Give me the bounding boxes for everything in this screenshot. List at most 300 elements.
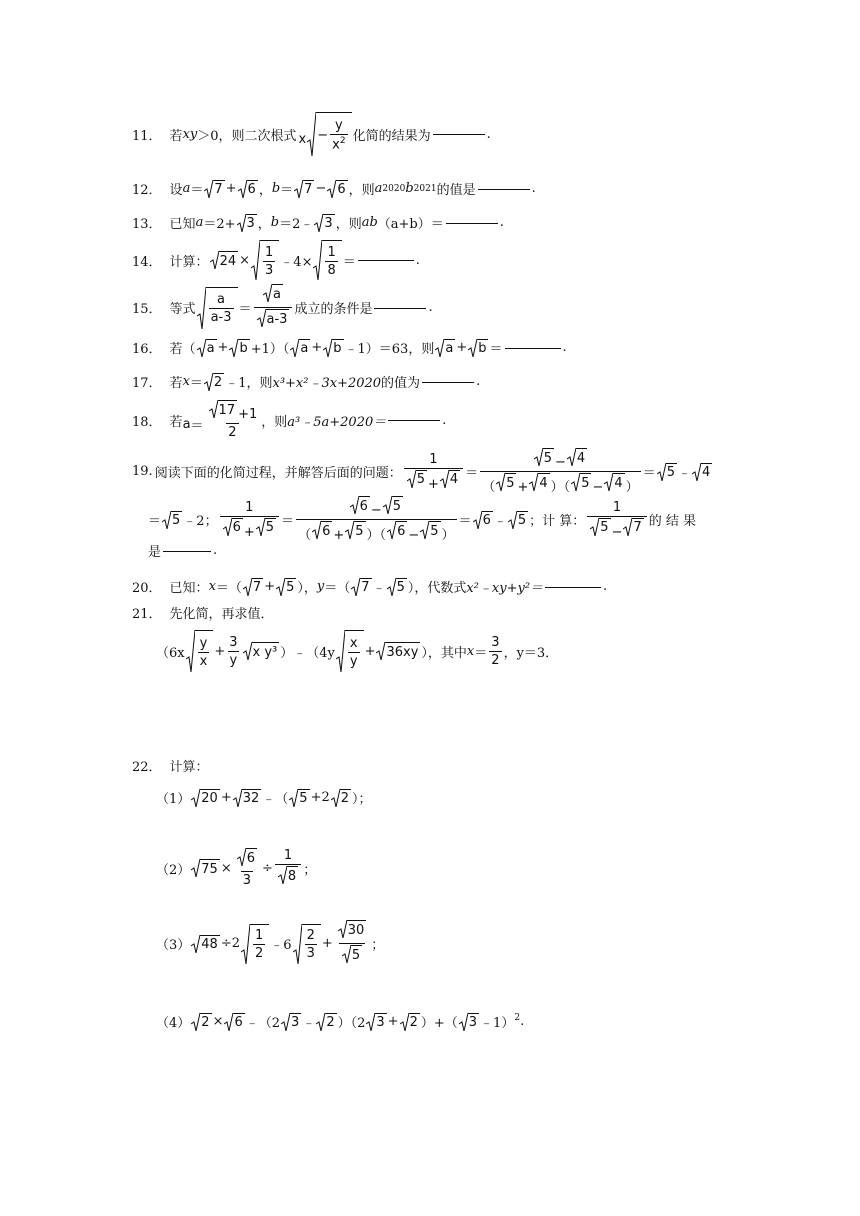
text: 先化简，再求值． — [169, 607, 274, 622]
radicand: 5 — [298, 789, 309, 807]
radicand: 5 — [543, 448, 554, 466]
radical — [331, 789, 351, 807]
text: ﹣1，则 — [225, 376, 273, 391]
numerator: y — [335, 117, 343, 133]
fraction — [348, 636, 360, 669]
radical — [243, 578, 263, 596]
radicand: 2 — [200, 1013, 211, 1031]
question-19-line-2 — [148, 496, 696, 543]
radicand: 5 — [599, 518, 610, 536]
text: . — [562, 340, 567, 355]
question-number: 18． — [132, 414, 162, 430]
denominator: 2 — [255, 946, 264, 961]
radicand: 3 — [375, 1013, 386, 1031]
fraction — [330, 118, 347, 152]
radicand: 20 — [200, 789, 220, 807]
radical — [241, 924, 269, 964]
text: . — [415, 252, 420, 268]
var: xy — [182, 126, 198, 142]
var: y — [316, 579, 325, 594]
text: . — [499, 215, 504, 230]
radical — [237, 214, 257, 232]
denominator: y — [229, 652, 238, 668]
answer-blank[interactable] — [163, 550, 211, 552]
radical — [313, 240, 341, 280]
text: ＝ — [489, 342, 503, 357]
radicand: 5 — [580, 473, 591, 491]
text: ＝2﹣ — [279, 217, 314, 232]
denominator: 3 — [306, 946, 315, 961]
question-number: 21． — [132, 607, 162, 622]
text: + — [387, 1014, 399, 1029]
text: + — [321, 936, 333, 951]
text: . — [603, 579, 608, 594]
radicand: 32 — [242, 789, 262, 807]
fraction: 5 − 4 （ 5 + 4 ）（ 5 − 4 ） — [480, 448, 640, 495]
radicand: 3 — [290, 1013, 301, 1031]
text: + — [311, 340, 323, 355]
fraction — [587, 500, 646, 540]
text: ＝（ — [324, 581, 351, 596]
text: ；计 算： — [529, 514, 586, 529]
part-label: （3） — [156, 938, 191, 953]
text: ﹣ — [677, 466, 691, 481]
text: ＞0，则二次根式 — [197, 128, 297, 144]
radicand: 5 — [429, 521, 440, 539]
text: ﹣2； — [183, 514, 218, 529]
text: ﹣ — [493, 514, 507, 529]
text: + — [264, 579, 276, 594]
text: × — [212, 1014, 224, 1029]
text: ＝ — [189, 376, 203, 391]
radicand: 5 — [505, 473, 516, 491]
question-12 — [132, 179, 536, 198]
fraction — [198, 636, 210, 669]
numerator: 1 — [265, 244, 274, 260]
text: ＝2+ — [203, 217, 236, 232]
text: ＝ — [190, 418, 204, 434]
radicand: 5 — [666, 463, 677, 481]
text: + — [427, 476, 439, 492]
radical — [191, 1013, 211, 1031]
text: . — [531, 181, 536, 196]
var: ab — [361, 215, 378, 230]
radicand: 6 — [233, 1013, 244, 1031]
radical — [508, 511, 528, 529]
numerator: 1 — [255, 928, 264, 943]
radical — [400, 1013, 420, 1031]
radicand: 4 — [538, 473, 549, 491]
radical — [251, 240, 279, 280]
question-11 — [132, 112, 491, 156]
fraction — [209, 292, 234, 325]
radicand: 3 — [323, 214, 334, 232]
radical — [336, 630, 364, 672]
var: a — [182, 181, 191, 196]
fraction — [263, 245, 275, 278]
question-number: 22． — [132, 760, 162, 775]
text: 的值为 — [381, 376, 421, 391]
radicand: 7 — [213, 180, 224, 198]
radicand: 6 — [396, 521, 407, 539]
numerator: y — [199, 635, 208, 651]
numerator: 2 — [306, 928, 315, 943]
text: 是 — [148, 545, 162, 560]
part-label: （4） — [156, 1016, 191, 1031]
radicand: 5 — [171, 511, 182, 529]
text: − — [315, 181, 327, 196]
text: + — [220, 790, 232, 805]
radical — [323, 339, 343, 357]
radicand: 6 — [246, 848, 257, 866]
fraction — [254, 284, 293, 331]
text: ）+（ — [420, 1016, 458, 1031]
question-number: 20． — [132, 581, 162, 596]
radicand: 4 — [613, 473, 624, 491]
question-21 — [132, 603, 274, 622]
question-number: 11． — [132, 128, 162, 144]
question-number: 15． — [132, 302, 162, 317]
text: ﹣ — [372, 581, 386, 596]
part-label: （1） — [156, 792, 191, 807]
radical — [468, 339, 488, 357]
text: × — [239, 252, 251, 268]
text: ﹣（2 — [245, 1016, 281, 1031]
radicand: 2 — [325, 1013, 336, 1031]
fraction — [335, 920, 370, 967]
question-22-part-2 — [156, 848, 316, 888]
question-22 — [132, 756, 209, 775]
radical — [351, 578, 371, 596]
text: ，y＝3． — [503, 645, 559, 661]
fraction — [220, 500, 279, 540]
text: × — [220, 860, 232, 876]
answer-blank[interactable] — [446, 222, 498, 224]
radicand: 2 — [409, 1013, 420, 1031]
question-22-part-3 — [156, 920, 384, 967]
radicand: 7 — [252, 578, 263, 596]
var: b — [271, 181, 281, 196]
radicand: 5 — [354, 521, 365, 539]
text: 化简的结果为 — [352, 128, 431, 144]
answer-blank[interactable] — [478, 188, 530, 190]
radicand: 7 — [303, 180, 314, 198]
question-19-line-1 — [132, 448, 713, 495]
radicand: 24 — [219, 251, 239, 269]
radicand: 75 — [200, 859, 220, 877]
question-21-expression: （6x $\frac{y}{x}$ + $\frac{3}{y}$ x y³ ）﹣（4y $\frac{x}{y}$ + 36xy ），其中 x ＝ $\frac{3}{2}$ ，y＝3． — [156, 630, 558, 672]
question-15 — [132, 284, 433, 331]
answer-blank[interactable] — [388, 419, 440, 421]
text: ﹣（ — [262, 792, 289, 807]
numerator: a — [217, 292, 226, 307]
denominator: x — [332, 137, 340, 153]
radical — [197, 287, 238, 329]
radicand: a — [272, 284, 283, 302]
text: ＝ — [238, 302, 252, 317]
text: （6x — [156, 645, 185, 661]
text: + — [517, 480, 529, 495]
text: ）； — [352, 792, 372, 807]
radicand: 6 — [359, 496, 370, 514]
question-17 — [132, 372, 480, 391]
text: ＝ — [190, 183, 204, 198]
question-number: 14． — [132, 254, 162, 270]
text: 的 结 果 — [648, 514, 697, 529]
fraction — [227, 635, 239, 668]
radicand: 7 — [632, 518, 643, 536]
expression: x²﹣xy+y²＝ — [466, 581, 544, 596]
answer-blank[interactable] — [374, 307, 426, 309]
var: b — [270, 215, 280, 230]
text: . — [213, 543, 218, 558]
question-19-line-3 — [148, 541, 217, 560]
radical — [307, 112, 351, 156]
text: ＝ — [642, 466, 656, 481]
text: + — [217, 340, 229, 355]
radicand: 6 — [321, 521, 332, 539]
text: + — [243, 524, 255, 540]
radicand: 17 — [218, 400, 238, 418]
exponent: 2 — [514, 1012, 521, 1023]
radicand: 5 — [517, 511, 528, 529]
radical — [376, 642, 420, 660]
denominator: 3 — [265, 262, 274, 278]
radicand: 5 — [285, 578, 296, 596]
text: + — [225, 181, 237, 196]
var: x — [298, 131, 307, 147]
var: a — [195, 215, 204, 230]
text: ﹣ — [302, 1016, 316, 1031]
text: +2 — [310, 790, 330, 805]
question-14 — [132, 240, 420, 280]
radicand: 2 — [213, 373, 224, 391]
radicand: 5 — [416, 470, 427, 488]
text: + — [333, 528, 345, 543]
radicand: a — [299, 339, 310, 357]
text: ＝（ — [215, 581, 242, 596]
radical — [229, 339, 249, 357]
radicand: 2 — [340, 789, 351, 807]
radical — [191, 789, 220, 807]
radical — [314, 214, 334, 232]
radical — [387, 578, 407, 596]
question-22-part-1 — [156, 788, 372, 807]
answer-blank[interactable] — [358, 259, 414, 261]
numerator: 1 — [245, 499, 254, 515]
radical — [204, 373, 224, 391]
text: ＝ — [148, 514, 162, 529]
radicand: b — [477, 339, 488, 357]
radical — [473, 511, 493, 529]
radical — [197, 339, 217, 357]
fraction — [206, 400, 260, 440]
radicand: 5 — [351, 945, 362, 963]
text: . — [486, 126, 491, 142]
radicand: 6 — [232, 518, 243, 536]
radical — [293, 924, 321, 964]
text: − — [370, 503, 382, 518]
answer-blank[interactable] — [505, 347, 561, 349]
text: 若 — [169, 128, 183, 144]
text: 已知 — [169, 217, 196, 232]
numerator: 1 — [283, 848, 293, 863]
var: a — [374, 181, 383, 196]
text: 若 — [169, 414, 183, 430]
question-number: 19. — [132, 464, 153, 479]
text: ）﹣（4y — [280, 645, 335, 661]
denominator: 8 — [327, 262, 336, 278]
text: ＝ — [342, 254, 356, 270]
fraction — [325, 245, 337, 278]
radicand: a — [444, 339, 455, 357]
text: ＝ — [465, 466, 479, 481]
text: （a+b）＝ — [377, 217, 444, 232]
part-label: （2） — [156, 862, 191, 878]
exponent: 2 — [339, 135, 346, 146]
var: b — [405, 181, 414, 196]
text: ，则 — [261, 414, 288, 430]
exponent: 2020 — [382, 183, 406, 194]
question-18 — [132, 400, 446, 440]
answer-blank[interactable] — [545, 586, 601, 588]
radicand: 3 — [468, 1013, 479, 1031]
fraction — [489, 635, 501, 668]
radical — [238, 180, 258, 198]
text: . — [476, 374, 481, 389]
text: ﹣1） — [480, 1016, 515, 1031]
text: ），代数式 — [407, 581, 467, 596]
text: 的值是 — [436, 183, 476, 198]
text: − — [408, 528, 420, 543]
text: 等式 — [169, 302, 196, 317]
radicand: 36xy — [385, 642, 420, 660]
text: ＝ — [458, 514, 472, 529]
var: x — [466, 643, 475, 659]
radicand: x y³ — [252, 642, 280, 660]
var: x — [208, 579, 216, 594]
text: . — [520, 1014, 525, 1029]
radical — [191, 935, 220, 953]
answer-blank[interactable] — [422, 381, 474, 383]
fraction: 6 − 5 （ 6 + 5 ）（ 6 − 5 ） — [296, 496, 456, 543]
radical — [366, 1013, 386, 1031]
text: ），其中 — [421, 645, 467, 661]
radicand: 4 — [576, 448, 587, 466]
denominator: x — [199, 653, 208, 669]
text: ，则 — [335, 217, 362, 232]
numerator: 3 — [229, 634, 238, 650]
radical — [316, 1013, 336, 1031]
radicand: 30 — [347, 920, 367, 938]
radical — [281, 1013, 301, 1031]
text: ＝ — [280, 183, 294, 198]
radical — [289, 789, 309, 807]
denominator: a-3 — [210, 310, 232, 325]
radical — [276, 578, 296, 596]
fraction — [275, 848, 301, 888]
text: . — [442, 412, 447, 428]
text: ， — [258, 183, 272, 198]
radical — [210, 251, 239, 269]
denominator: 2 — [228, 425, 237, 440]
text: ＝ — [474, 645, 488, 661]
question-number: 13． — [132, 217, 162, 232]
text: ﹣1）＝63，则 — [344, 342, 435, 357]
text: ，则 — [348, 183, 375, 198]
radical — [243, 642, 280, 660]
fraction — [404, 452, 463, 492]
fraction — [305, 928, 317, 961]
text: − — [611, 524, 623, 540]
text: 计算： — [169, 760, 209, 775]
radicand: 4 — [701, 463, 712, 481]
text: 若 — [169, 376, 183, 391]
expression: x³+x²﹣3x+2020 — [272, 376, 382, 391]
numerator: 1 — [327, 244, 336, 260]
fraction — [253, 928, 265, 961]
question-number: 16． — [132, 342, 162, 357]
radicand: 6 — [482, 511, 493, 529]
radical — [233, 789, 262, 807]
denominator: 3 — [242, 873, 252, 888]
radicand: 5 — [396, 578, 407, 596]
var: a — [182, 416, 191, 432]
text: − — [592, 480, 604, 495]
text: ）（2 — [337, 1016, 366, 1031]
text: 阅读下面的化简过程，并解答后面的问题： — [154, 466, 402, 481]
text: ， — [257, 217, 271, 232]
question-20: 20． 已知： x ＝（ 7 + 5 ）， y ＝（ 7 ﹣ 5 ），代数式 x²﹣xy+y²＝ . — [132, 579, 608, 596]
fraction — [234, 848, 260, 888]
radicand: 5 — [265, 518, 276, 536]
radical — [191, 859, 220, 877]
radicand: a-3 — [266, 309, 290, 327]
radical — [435, 339, 455, 357]
text: +1 — [238, 407, 258, 422]
radical — [186, 630, 214, 672]
text: 计算： — [169, 254, 209, 270]
numerator: x — [349, 635, 358, 651]
text: + — [456, 340, 468, 355]
radical — [327, 180, 347, 198]
text: ＝ — [281, 514, 295, 529]
radicand: a — [206, 339, 217, 357]
radical — [294, 180, 314, 198]
text: 若（ — [169, 342, 196, 357]
text: ﹣6 — [270, 938, 292, 953]
radical — [657, 463, 677, 481]
question-16 — [132, 338, 567, 357]
text: 已知： — [169, 581, 209, 596]
radicand: b — [332, 339, 343, 357]
var: x — [182, 374, 190, 389]
numerator: 3 — [491, 634, 500, 650]
numerator: 1 — [612, 499, 622, 515]
answer-blank[interactable] — [433, 133, 485, 135]
text: ； — [303, 862, 317, 878]
exponent: 2021 — [413, 183, 437, 194]
text: ； — [371, 938, 385, 953]
denominator: y — [349, 653, 358, 669]
radicand: 5 — [392, 496, 403, 514]
text: 成立的条件是 — [294, 302, 373, 317]
radicand: 6 — [336, 180, 347, 198]
expression: a³﹣5a+2020＝ — [287, 414, 387, 430]
question-22-part-4 — [156, 1012, 524, 1031]
radical — [459, 1013, 479, 1031]
radicand: 3 — [246, 214, 257, 232]
